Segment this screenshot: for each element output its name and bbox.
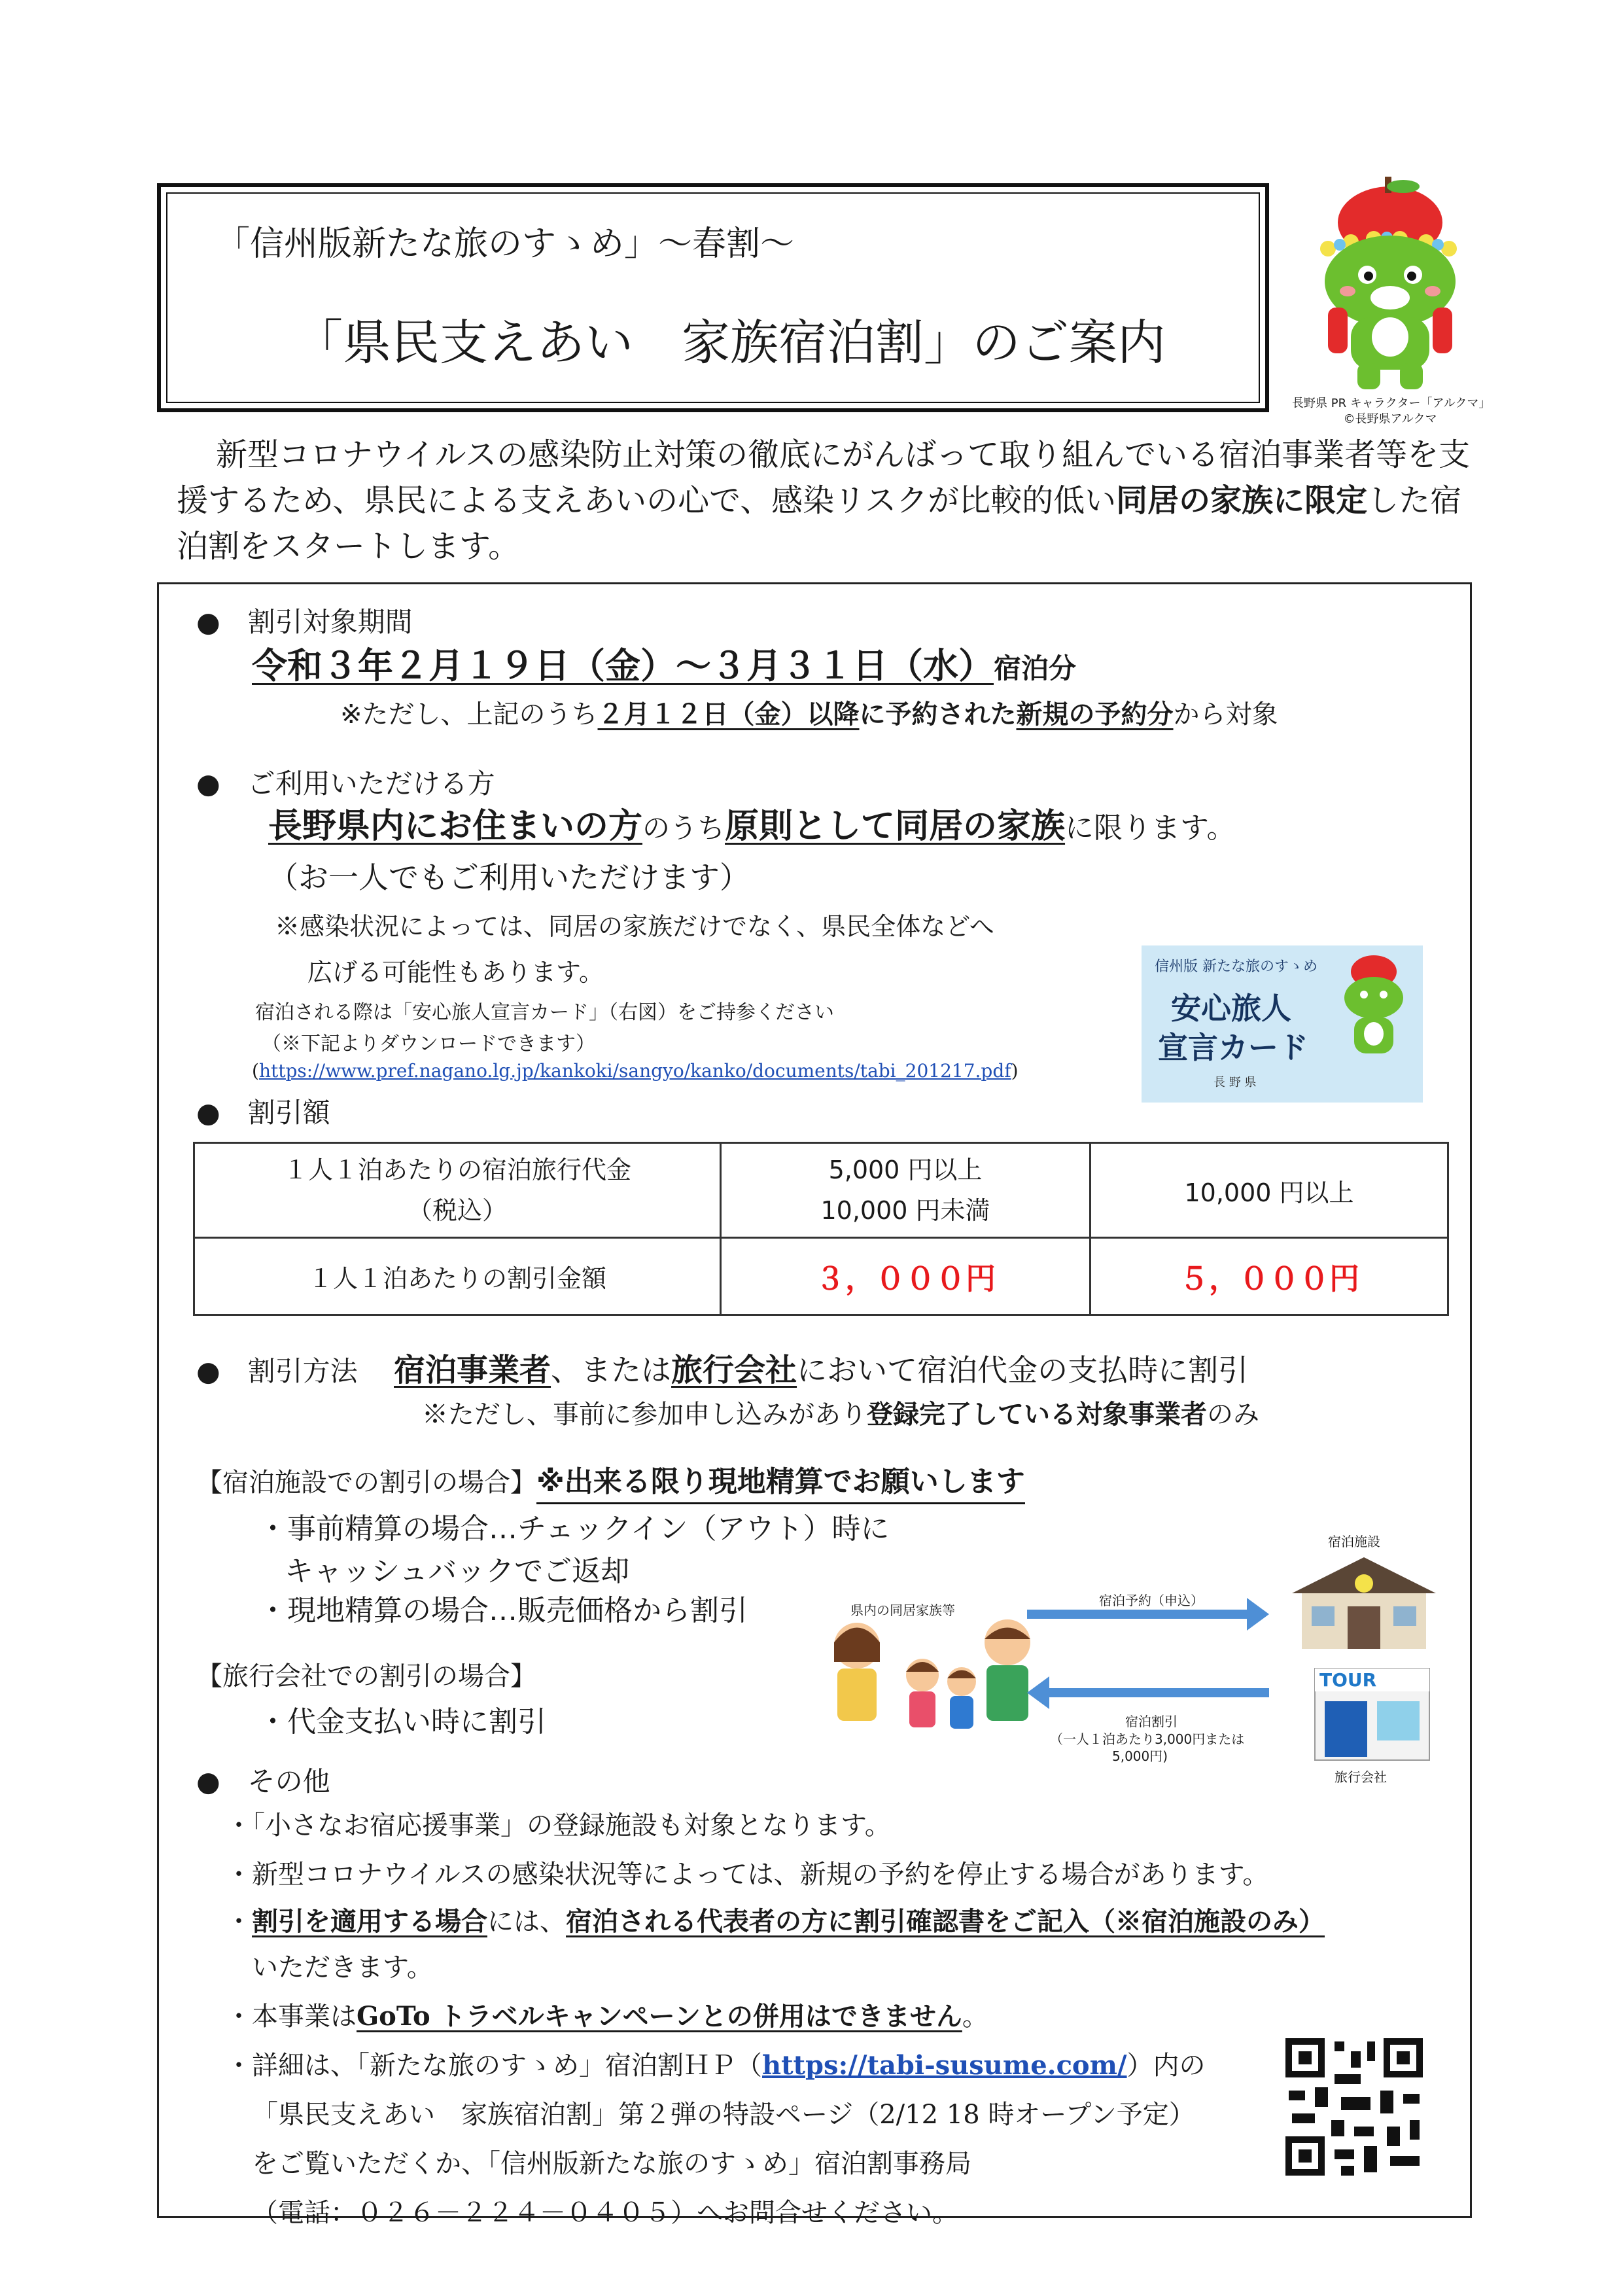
- other-item4-c: 。: [962, 2002, 988, 2032]
- diagram-family-label: 県内の同居家族等: [850, 1602, 955, 1618]
- card-mascot-icon: [1338, 952, 1410, 1063]
- other-item3-d: いただきます。: [252, 1952, 433, 1983]
- period-dates-suffix: 宿泊分: [994, 652, 1077, 684]
- period-dates-line: [252, 638, 1076, 688]
- discount-heading: 割引額: [247, 1097, 330, 1129]
- other-item3-a: 割引を適用する場合: [252, 1906, 487, 1937]
- period-note-mid: に予約された: [859, 699, 1017, 730]
- other-heading: その他: [247, 1765, 330, 1797]
- card-title1: 安心旅人: [1171, 991, 1291, 1026]
- mascot-arukuma-image: [1302, 177, 1478, 396]
- method-heading: 割引方法: [247, 1355, 358, 1387]
- discount-amount-1: ３，０００円: [721, 1238, 1091, 1315]
- bullet-other: ● その他: [196, 1765, 330, 1797]
- other-item5-b: ）内の: [1126, 2051, 1206, 2081]
- other-item4-b: GoTo トラベルキャンペーンとの併用はできません: [357, 2001, 962, 2032]
- mascot-caption: [1292, 396, 1491, 427]
- hotel-item2: ・現地精算の場合…販売価格から割引: [258, 1594, 748, 1627]
- method-mid1: 、または: [551, 1352, 672, 1388]
- method-hotel: 宿泊事業者: [394, 1352, 551, 1388]
- other-item1: ・「小さなお宿応援事業」の登録施設も対象となります。: [226, 1810, 891, 1841]
- period-heading: 割引対象期間: [247, 606, 413, 638]
- other-item4: [226, 1996, 988, 2033]
- card-pref: 長 野 県: [1213, 1076, 1257, 1089]
- diagram-hotel-label: 宿泊施設: [1328, 1534, 1380, 1549]
- diagram-discount-note1: （一人１泊あたり3,000円または: [1050, 1731, 1245, 1747]
- discount-table: [193, 1142, 1449, 1316]
- other-item2: ・新型コロナウイルスの感染状況等によっては、新規の予約を停止する場合があります。: [226, 1860, 1269, 1890]
- intro-text-1: 新型コロナウイルスの感染防止対策の徹底にがんばって取り組んでいる宿泊事業者等を支援するため、県民による支えあいの心で、感染リスクが比較的低い: [177, 436, 1471, 519]
- method-agency: 旅行会社: [671, 1352, 797, 1388]
- eligible-who1: 長野県内にお住まいの方: [268, 807, 643, 846]
- hotel-case-emphasis: ※出来る限り現地精算でお願いします: [536, 1465, 1025, 1504]
- hotel-case-heading: 【宿泊施設での割引の場合】: [196, 1468, 536, 1498]
- method-note-bold: 登録完了している対象事業者: [867, 1400, 1207, 1430]
- campaign-subtitle: 「信州版新たな旅のすゝめ」～春割～: [216, 224, 795, 264]
- diagram-discount-label: 宿泊割引: [1125, 1714, 1178, 1729]
- anshin-card-image: [1142, 945, 1423, 1103]
- intro-text-2: した宿泊割をスタートします。: [177, 482, 1462, 565]
- card-top-text: 信州版 新たな旅のすゝめ: [1155, 959, 1318, 975]
- price-tier2-cell: 10,000 円以上: [1091, 1143, 1448, 1238]
- qr-code[interactable]: [1282, 2035, 1426, 2179]
- method-note: [422, 1394, 1259, 1431]
- method-note-prefix: ※ただし、事前に参加申し込みがあり: [422, 1400, 867, 1430]
- eligible-mid: のうち: [642, 812, 725, 844]
- tabi-susume-link[interactable]: https://tabi-susume.com/: [762, 2050, 1127, 2081]
- booking-arrow: [1027, 1610, 1249, 1619]
- hotel-case-line: [196, 1458, 1025, 1500]
- mascot-caption-line1: 長野県 PR キャラクター「アルクマ」: [1292, 397, 1491, 410]
- eligible-solo: （お一人でもご利用いただけます）: [268, 860, 750, 895]
- bullet-eligible: ● ご利用いただける方: [196, 768, 495, 800]
- download-link-line: (https://www.pref.nagano.lg.jp/kankoki/sangyo/kanko/documents/tabi_201217.pdf): [252, 1060, 1019, 1082]
- other-item3-c: 宿泊される代表者の方に割引確認書をご記入（※宿泊施設のみ）: [566, 1906, 1325, 1937]
- mascot-caption-line2: ©長野県アルクマ: [1343, 412, 1437, 426]
- other-item4-a: ・本事業は: [226, 2002, 357, 2032]
- period-note-prefix: ※ただし、上記のうち: [340, 699, 598, 730]
- eligible-note2: 広げる可能性もあります。: [307, 958, 604, 987]
- tour-sign-text: TOUR: [1319, 1669, 1377, 1691]
- travel-agency-illustration: [1312, 1665, 1433, 1763]
- method-note-suffix: のみ: [1207, 1400, 1259, 1430]
- discount-arrow: [1047, 1688, 1269, 1697]
- price-tier1-line1: 5,000 円以上: [828, 1156, 983, 1184]
- period-note-date: ２月１２日（金）以降: [597, 699, 860, 730]
- family-illustration: [811, 1616, 1060, 1754]
- price-tier1-line2: 10,000 円未満: [820, 1196, 990, 1225]
- diagram-agency-label: 旅行会社: [1335, 1769, 1387, 1785]
- hotel-item1b: キャッシュバックでご返却: [285, 1555, 630, 1588]
- other-item3-b: には、: [487, 1907, 566, 1937]
- intro-bold: 同居の家族に限定: [1116, 482, 1368, 519]
- discount-amount-2: ５，０００円: [1091, 1238, 1448, 1315]
- bullet-period: ● 割引対象期間: [196, 606, 413, 638]
- eligible-who2: 原則として同居の家族: [725, 807, 1066, 846]
- agency-case-heading: 【旅行会社での割引の場合】: [196, 1661, 536, 1691]
- eligible-note1: ※感染状況によっては、同居の家族だけでなく、県民全体などへ: [275, 912, 994, 941]
- period-dates: 令和３年２月１９日（金）～３月３１日（水）: [252, 645, 994, 686]
- other-item5: [226, 2045, 1206, 2082]
- method-line: ● 割引方法 宿泊事業者、または旅行会社において宿泊代金の支払時に割引: [196, 1352, 1249, 1388]
- card-note2: （※下記よりダウンロードできます）: [262, 1033, 595, 1055]
- eligible-end: に限ります。: [1065, 811, 1236, 845]
- price-label-2: （税込）: [407, 1196, 507, 1225]
- diagram-booking-label: 宿泊予約（申込）: [1099, 1593, 1204, 1608]
- other-item5-line4: （電話：０２６－２２４－０４０５）へお問合せください。: [252, 2198, 958, 2228]
- period-note-bold: 新規の予約分: [1016, 699, 1174, 730]
- discount-label-cell: １人１泊あたりの割引金額: [194, 1238, 721, 1315]
- price-tier1-cell: [721, 1143, 1091, 1238]
- eligible-main: [268, 798, 1236, 847]
- card-download-link[interactable]: https://www.pref.nagano.lg.jp/kankoki/sangyo/kanko/documents/tabi_201217.pdf: [258, 1060, 1011, 1082]
- hotel-building-illustration: [1285, 1554, 1442, 1652]
- card-title2: 宣言カード: [1158, 1030, 1308, 1065]
- intro-paragraph: [177, 432, 1472, 569]
- eligible-heading: ご利用いただける方: [247, 768, 495, 800]
- period-note-suffix: から対象: [1173, 699, 1278, 730]
- other-item3: ・割引を適用する場合には、宿泊される代表者の方に割引確認書をご記入（※宿泊施設のみ）: [226, 1906, 1325, 1937]
- other-item5-a: ・詳細は、「新たな旅のすゝめ」宿泊割ＨＰ（: [226, 2051, 762, 2081]
- price-label-1: １人１泊あたりの宿泊旅行代金: [283, 1156, 631, 1184]
- hotel-item1a: ・事前精算の場合…チェックイン（アウト）時に: [258, 1512, 890, 1545]
- other-item5-line2: 「県民支えあい 家族宿泊割」第２弾の特設ページ（2/12 18 時オープン予定）: [252, 2100, 1195, 2130]
- method-mid2: において宿泊代金の支払時に割引: [797, 1352, 1249, 1388]
- agency-item: ・代金支払い時に割引: [258, 1705, 546, 1739]
- page-title: 「県民支えあい 家族宿泊割」のご案内: [294, 315, 1166, 371]
- diagram-discount-note2: 5,000円): [1112, 1748, 1168, 1764]
- card-note1: 宿泊される際は「安心旅人宣言カード」（右図）をご持参ください: [255, 1001, 834, 1024]
- other-item5-line3: をご覧いただくか、「信州版新たな旅のすゝめ」宿泊割事務局: [252, 2149, 971, 2179]
- bullet-discount: ● 割引額: [196, 1097, 330, 1129]
- price-label-cell: [194, 1143, 721, 1238]
- period-note: [340, 694, 1278, 731]
